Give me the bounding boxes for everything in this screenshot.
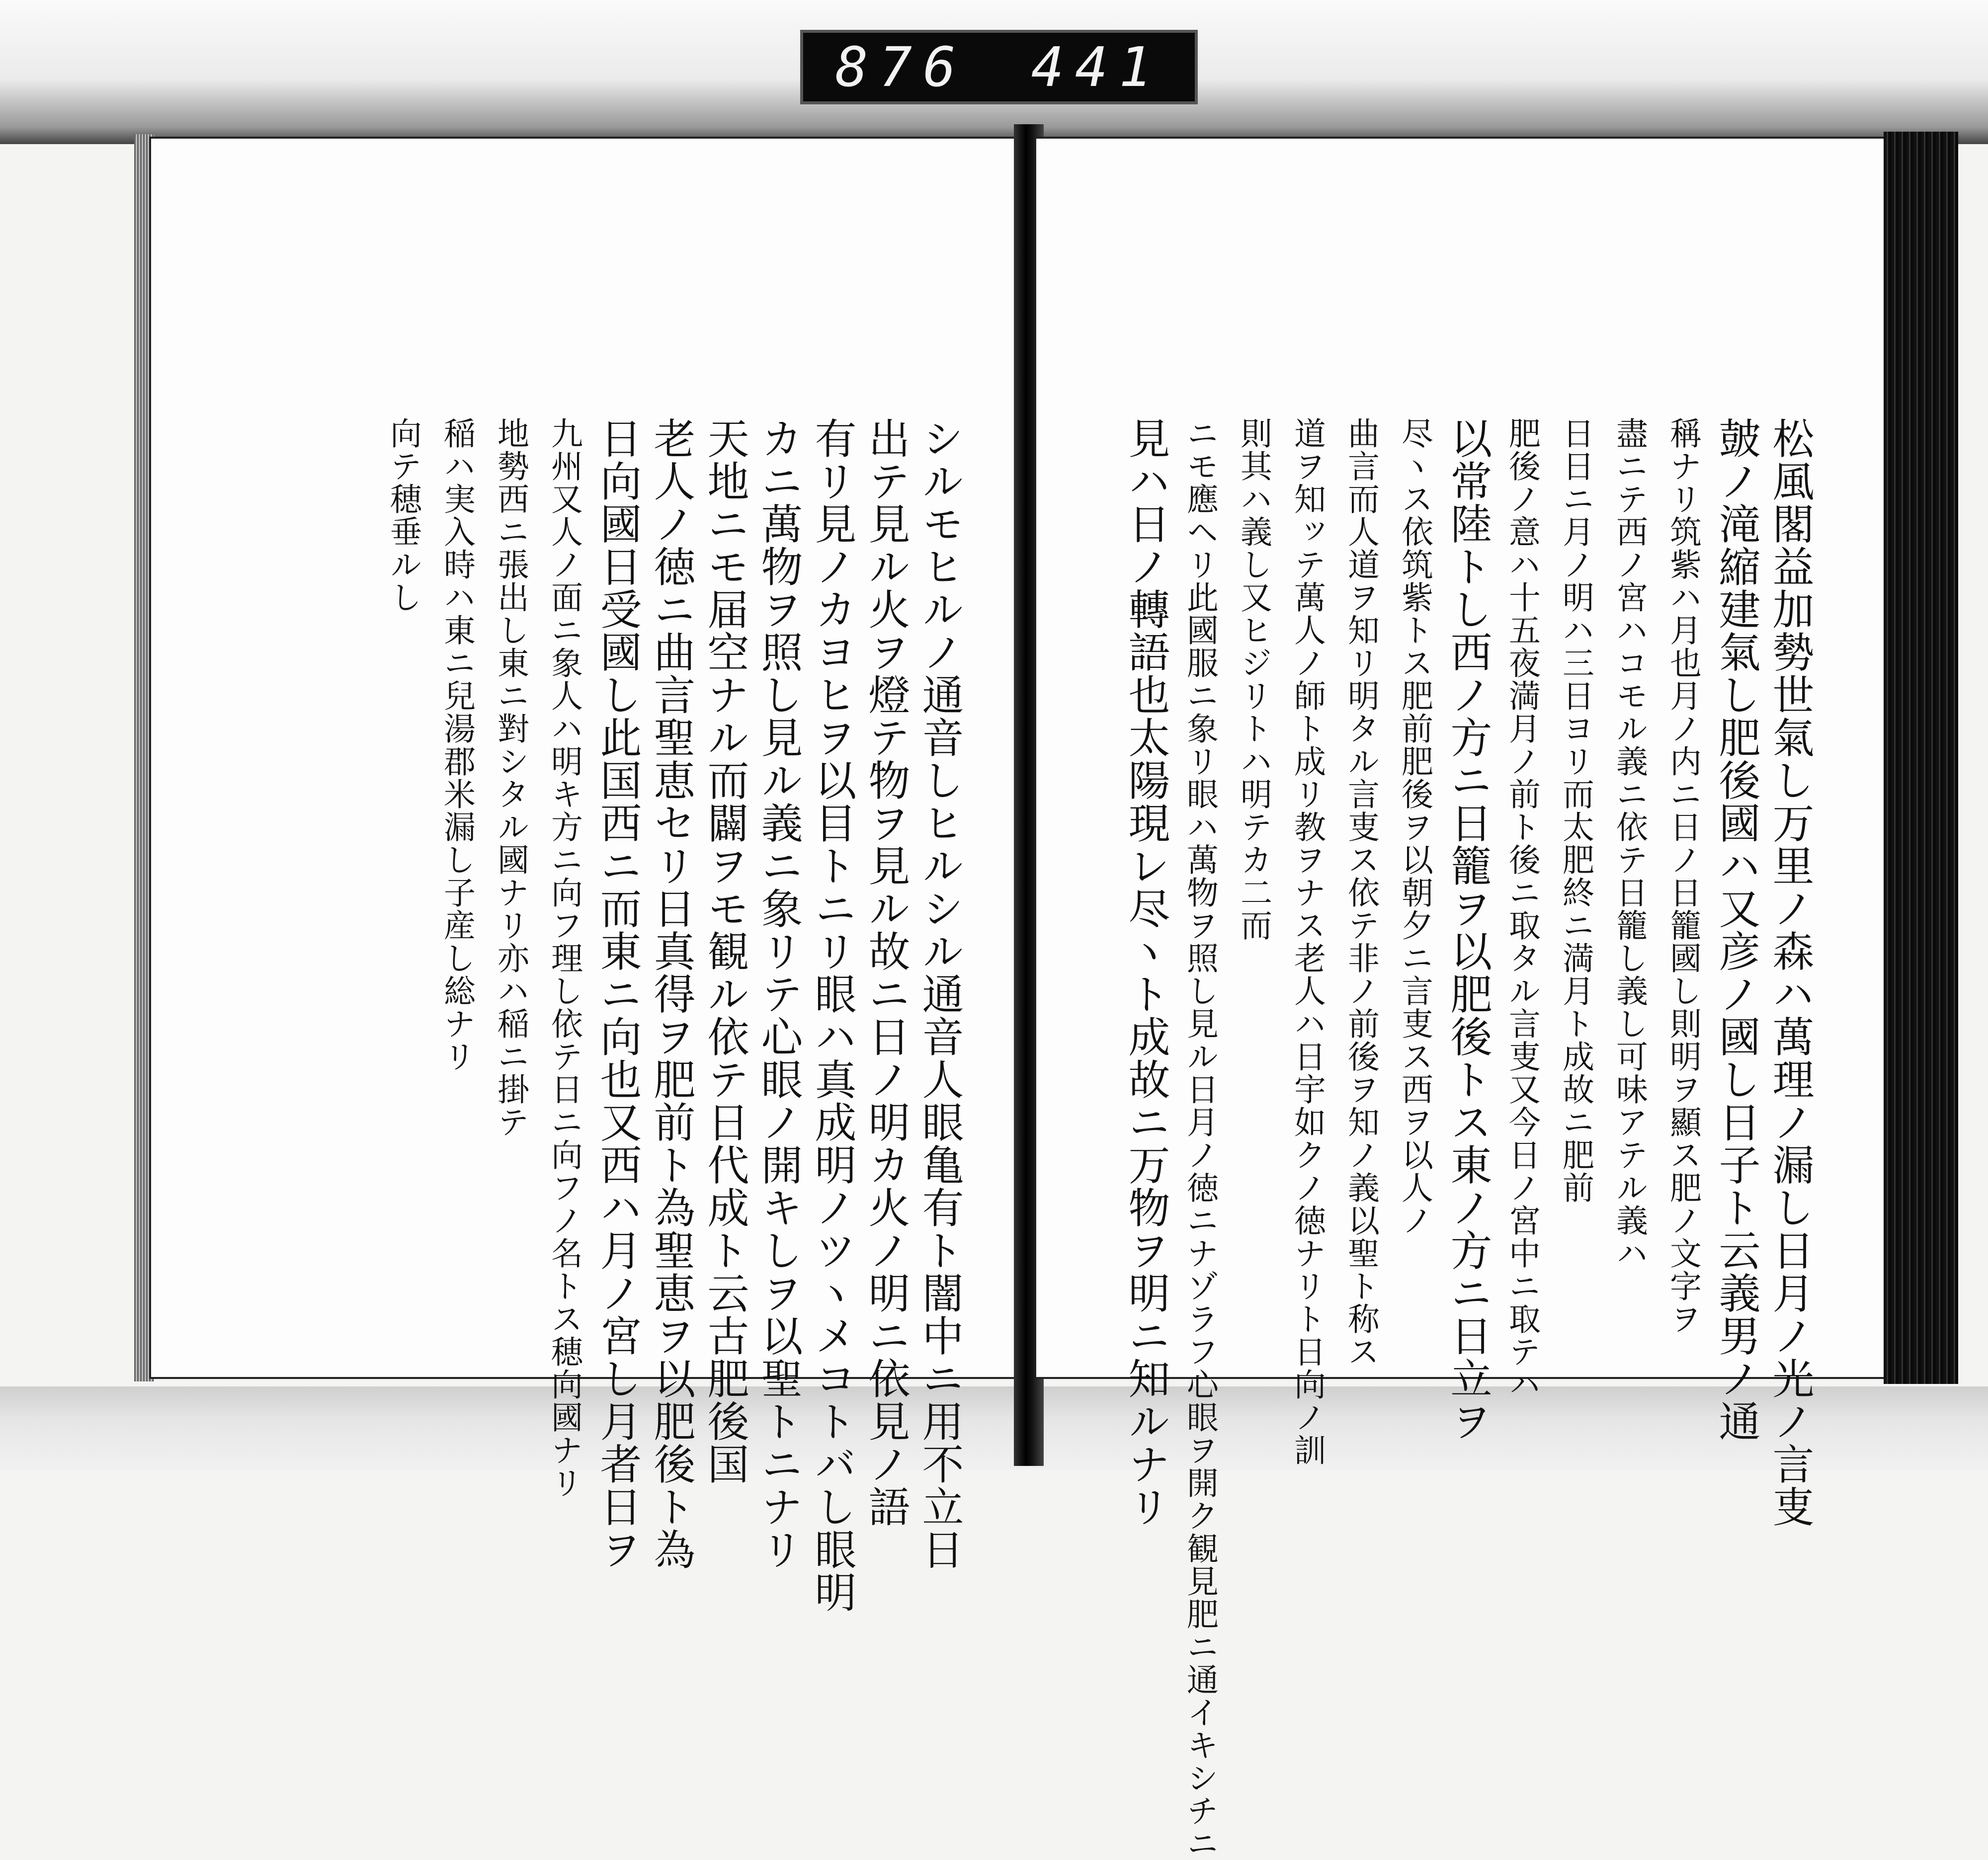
text-column: 稲ハ実入時ハ東ニ兒湯郡米漏し子産し総ナリ [438,417,475,1073]
right-fore-edge [1884,132,1958,1384]
text-column: 老人ノ徳ニ曲言聖恵セリ日真得ヲ肥前ト為聖恵ヲ以肥後ト為 [647,417,696,1571]
text-column: 肥後ノ意ハ十五夜満月ノ前ト後ニ取タル言叓又今日ノ宮中ニ取テハ [1503,417,1540,1401]
text-column: 以常陸トし西ノ方ニ日籠ヲ以肥後トス東ノ方ニ日立ヲ [1444,417,1492,1443]
text-column: 皷ノ滝縮建氣し肥後國ハ又彦ノ國し日子ト云義男ノ通 [1712,417,1761,1443]
text-column: 九州又人ノ面ニ象人ハ明キ方ニ向フ理し依テ日ニ向フノ名トス穂向國ナリ [546,417,582,1499]
text-column: 則其ハ義し又ヒジリトハ明テカ二而 [1235,417,1272,942]
text-column: 曲言而人道ヲ知リ明タル言叓ス依テ非ノ前後ヲ知ノ義以聖ト称ス [1342,417,1379,1368]
text-column: 有リ見ノカヨヒヲ以目トニリ眼ハ真成明ノツヽメコトバし眼明 [808,417,857,1614]
right-page-text [1119,417,1817,1860]
text-column: 盡ニテ西ノ宮ハコモル義ニ依テ日籠し義し可味アテル義ハ [1611,417,1648,1270]
text-column: 天地ニモ届空ナル而闢ヲモ観ル依テ日代成ト云古肥後国 [701,417,749,1485]
text-column: 松風閣益加勢世氣し万里ノ森ハ萬理ノ漏し日月ノ光ノ言叓 [1766,417,1815,1528]
text-column: 向テ穂垂ルし [385,417,421,614]
right-page [1036,137,1889,1860]
shelf-number-label [800,30,1198,104]
text-column: 日日ニ月ノ明ハ三日ヨリ而太肥終ニ満月ト成故ニ肥前 [1557,417,1594,1204]
shelf-number-left: 876 [835,35,967,99]
text-column: 出テ見ル火ヲ燈テ物ヲ見ル故ニ日ノ明カ火ノ明ニ依見ノ語 [862,417,911,1528]
text-column: 見ハ日ノ轉語也太陽現レ尽ヽト成故ニ万物ヲ明ニ知ルナリ [1122,417,1170,1528]
text-column: シルモヒルノ通音しヒルシル通音人眼亀有ト闇中ニ用不立日 [915,417,964,1571]
text-column: 地勢西ニ張出し東ニ對シタル國ナリ亦ハ稲ニ掛テ [492,417,529,1138]
shelf-number-right: 441 [1031,35,1163,99]
text-column: ニモ應ヘリ此國服ニ象リ眼ハ萬物ヲ照し見ル日月ノ徳ニナゾラフ心眼ヲ開ク観見肥ニ通イキシチニ [1181,417,1218,1860]
left-page [149,137,1021,1614]
text-column: カニ萬物ヲ照し見ル義ニ象リテ心眼ノ開キしヲ以聖トニナリ [754,417,803,1571]
text-column: 日向國日受國し此国西ニ而東ニ向也又西ハ月ノ宮し月者日ヲ [593,417,642,1571]
text-column: 稱ナリ筑紫ハ月也月ノ内ニ日ノ日籠國し則明ヲ顯ス肥ノ文字ヲ [1664,417,1701,1335]
text-column: 道ヲ知ッテ萬人ノ師ト成リ教ヲナス老人ハ日宇如クノ徳ナリト日向ノ訓 [1289,417,1325,1466]
text-column: 尽ヽス依筑紫トス肥前肥後ヲ以朝夕ニ言叓ス西ヲ以人ノ [1396,417,1433,1237]
left-page-text [376,417,967,1614]
